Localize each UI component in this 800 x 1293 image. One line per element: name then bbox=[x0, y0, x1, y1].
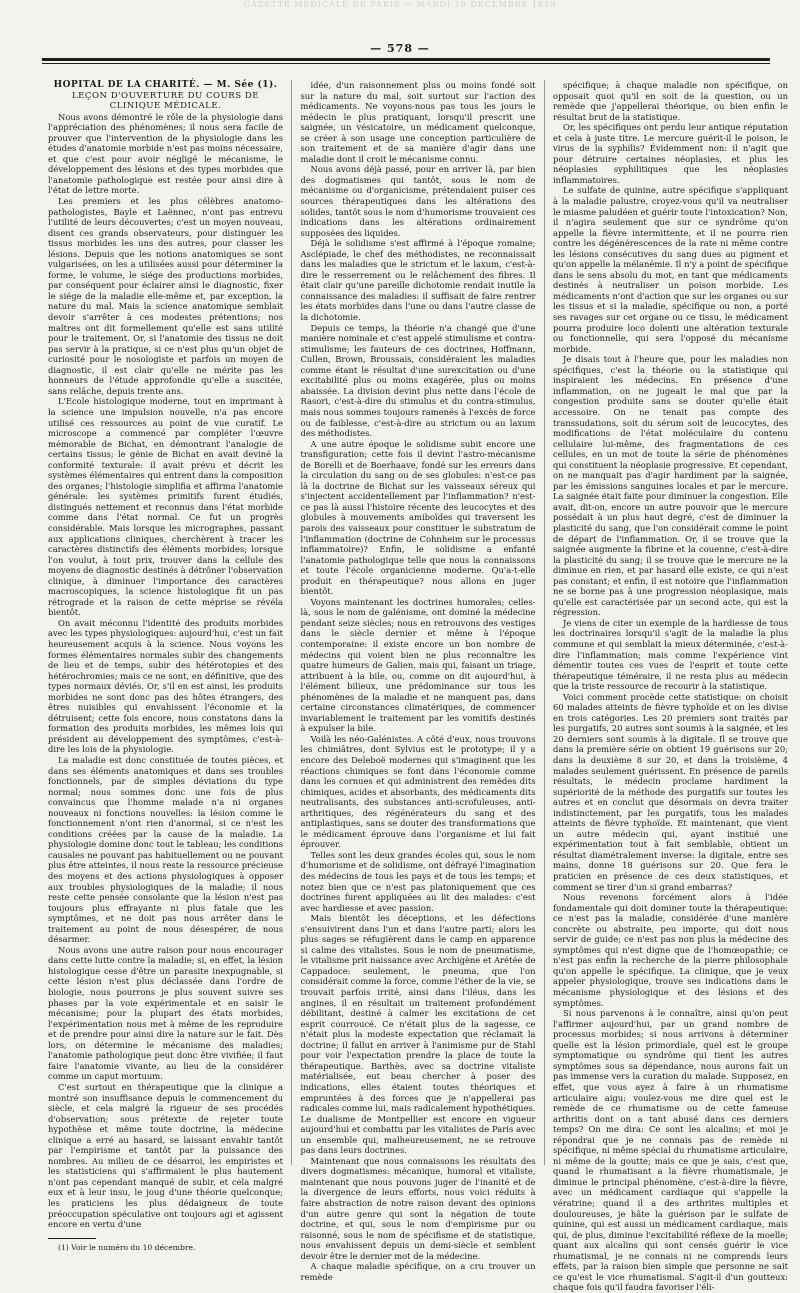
footnote: (1) Voir le numéro du 10 décembre. bbox=[58, 1242, 196, 1252]
paragraph: A une autre époque le solidisme subit encore une transfiguration; cette fois il devint l'astro-mécanisme de Borelli et de Boerhaave, fondé sur les erreurs dans la circulation du sang ou de ses globules: n'est-ce pas là la doctrine de Bichat sur les vaisseaux séreux qui s'injectent accidentellement par l'inflammation? n'est-ce pas là aussi l'histoire récente des leucocytes et des globules à mouvements amiboïdes qui traversent les parois des vaisseaux pour constituer le substratum de l'inflammation (doctrine de Cohnheim sur le processus inflammatoire)? Enfin, le solidisme a enfanté l'anatomie pathologique telle que nous la connaissons et toute l'école organicienne moderne. Qu'a-t-elle produit en thérapeutique? nous allons en juger bientôt. bbox=[300, 438, 536, 597]
paragraph: Voici comment procède cette statistique: on choisit 60 malades atteints de fièvre typhoïde et on les divise en trois catégories. Les 20 premiers sont traités par les purgatifs, 20 autres sont soumis à la saignée, et les 20 derniers sont soumis à la digitale. Il se trouve que dans la première série on obtient 19 guérisons sur 20; dans la deuxième 8 sur 20, et dans la troisième, 4 malades seulement guérissent. En présence de pareils résultats, le médecin proclame hardiment la supériorité de la méthode des purgatifs sur toutes les autres et en conclut que désormais on devra traiter indistinctement, par les purgatifs, tous les malades atteints de fièvre typhoïde. Et maintenant, que vient un autre médecin qui, ayant institué une expérimentation tout à fait semblable, obtient un résultat diamétralement inverse: la digitale, entre ses mains, donne 18 guérisons sur 20. Que fera le praticien en présence de ces deux statistiques, et comment se tirer d'un si grand embarras? bbox=[553, 691, 788, 892]
column-divider-2 bbox=[544, 80, 545, 1165]
column-2-body bbox=[301, 80, 536, 1282]
footnote-rule bbox=[48, 1238, 96, 1239]
paragraph: Déjà le solidisme s'est affirmé à l'époque romaine; Asclépiade, le chef des méthodistes, ne reconnaissait dans les maladies que le strictum et le laxum, c'est-à-dire le resserrement ou le relâchement des fibres. Il était clair qu'une pareille dichotomie rendait inutile la connaissance des maladies: il suffisait de faire rentrer les états morbides dans l'une ou dans l'autre classe de la dichotomie. bbox=[300, 238, 536, 323]
paragraph: Maintenant que nous connaissons les résultats des divers dogmatismes: mécanique, humoral et vitaliste, maintenant que nous pouvons juger de l'inanité et de la divergence de leurs efforts, nous voici réduits à faire abstraction de notre raison devant des opinions d'un autre genre qui sont la négation de toute doctrine, et qui, sous le nom d'empirisme pur ou raisonné, sous le nom de spécifisme et de statistique, nous envahissent depuis un demi-siècle et semblent devoir être le dernier mot de la médecine. bbox=[300, 1155, 536, 1261]
paragraph: Nous avons une autre raison pour nous encourager dans cette lutte contre la maladie; si, en effet, la lésion histologique cesse d'être un parasite inexpugnable, si cette lésion n'est plus déclassée dans l'ordre de biologie, nous pourrons je plus souvent suivre ses phases par la voie expérimentale et en saisir le mécanisme; pour la plupart des états morbides, l'expérimentation nous met à même de les reproduire et de prendre pour ainsi dire la nature sur le fait. Dès lors, on détermine le mécanisme des maladies; l'anatomie pathologique peut donc être vivifiée; il faut faire l'anatomie vivante, au lieu de la considérer comme un caput mortuum. bbox=[48, 944, 283, 1082]
paragraph: Voyons maintenant les doctrines humorales; celles-là, sous le nom de galénisme, ont dominé la médecine pendant seize siècles; nous en retrouvons des vestiges dans le siècle dernier et même à l'époque contemporaine: il existe encore un bon nombre de médecins qui voient bien ne plus reconnaître les quatre humeurs de Galien, mais qui, faisant un triage, attribuent à la bile, ou, comme on dit aujourd'hui, à l'élément bilieux, une prédominance sur tous les phénomènes de la maladie et ne manquent pas, dans certaine circonstances climatériques, de commencer invariablement le traitement par les vomitifs destinés à expulser la bile. bbox=[300, 596, 536, 734]
column-divider-1 bbox=[291, 80, 292, 1165]
section-title: HOPITAL DE LA CHARITÉ. — M. Sée (1). bbox=[53, 80, 278, 90]
paragraph: C'est surtout en thérapeutique que la clinique a montré son insuffisance depuis le commencement du siècle, et cela malgré la rigueur de ses procédés d'observation; sous prétexte de rejeter toute hypothèse et même toute doctrine, la médecine clinique a erré au hasard, se laissant envahir tantôt par l'empirisme et tantôt par la puissance des nombres. Au milieu de ce désarroi, les empiristes et les statisticiens qui s'affirmaient le plus hautement n'ont pas cependant manqué de subir, et cela malgré eux et à leur insu, le joug d'une théorie quelconque; les praticiens les plus dédaigneux de toute préoccupation spéculative ont toujours agi et agissent encore en vertu d'une bbox=[48, 1081, 283, 1230]
paragraph: Mais bientôt les déceptions, et les défections s'ensuivirent dans l'un et dans l'autre parti; alors les plus sages se réfugièrent dans le camp en apparence si calme des vitalistes. Sous le nom de pneumatisme, le vitalisme prit naissance avec Archigène et Arétée de Cappadoce: seulement, le pneuma, que l'on considérait comme la force, comme l'éther de la vie, se trouvait parfois irrité, ainsi dans l'iléus, dans les angines, il en résultait un traitement profondément débilitant, destiné à calmer les excitations de cet esprit courroucé. Ce n'était plus de la sagesse, ce n'était plus la modeste expectation que réclamait la doctrine; il fallut en arriver à l'animisme pur de Stahl pour voir l'expectation prendre la place de toute la thérapeutique. Barthès, avec sa doctrine vitaliste matérialisée, eut beau chercher à poser des indications, elles étaient toutes théoriques et empruntées à des forces que je n'appellerai pas radicales comme lui, mais radicalement hypothétiques. Le dualisme de Montpellier est encore en vigueur aujourd'hui et combattu par les vitalistes de Paris avec un ensemble qui, malheureusement, ne se retrouve pas dans leurs doctrines. bbox=[300, 913, 536, 1156]
column-1 bbox=[48, 80, 283, 1252]
paragraph: Telles sont les deux grandes écoles qui, sous le nom d'humorisme et de solidisme, ont défrayé l'imagination des médecins de tous les pays et de tous les temps; et notez bien que ce n'est pas platoniquement que ces doctrines furent appliquées au lit des malades: c'est avec hardiesse et avec passion. bbox=[300, 849, 536, 913]
paragraph: Le sulfate de quinine, autre spécifique s'appliquant à la maladie palustre, croyez-vous qu'il va neutraliser le miasme paludéen et guérir toute l'intoxication? Non, il n'agira seulement que sur ce syndrôme qu'on appelle la fièvre intermittente, et il ne pourra rien contre les dégénérescences de la rate ni même contre les lésions consécutives du sang dues au pigment et qu'on appelle la mélanémie. Il n'y a point de spécifique dans le sens absolu du mot, en tant que médicaments destinés à neutraliser un poison morbide. Les médicaments n'ont d'action que sur les organes ou sur les tissus et si la maladie, spécifique ou non, a porté ses ravages sur cet organe ou ce tissu, le médicament pourra produire loco dolenti une altération texturale ou fonctionnelle, qui sera l'opposé du mécanisme morbide. bbox=[553, 185, 788, 354]
paragraph: Voilà les néo-Galénistes. A côté d'eux, nous trouvons les chimiâtres, dont Sylvius est le prototype; il y a encore des Deleboë modernes qui s'imaginent que les réactions chimiques se font dans l'économie comme dans les cornues et qui administrent des remèdes dits chimiques, acides et absorbants, des médicaments dits neutralisants, des substances anti-scrofuleuses, anti-arthritiques, des régénérateurs du sang et des antiplastiques, sans se douter des transformations que le médicament éprouve dans l'organisme et lui fait éprouver. bbox=[300, 733, 536, 850]
paragraph: spécifique; à chaque maladie non spécifique, on opposait quoi qu'il en soit de la question, ou un remède que j'appellerai théorique, ou bien enfin le résultat brut de la statistique. bbox=[553, 80, 788, 122]
paragraph: La maladie est donc constituée de toutes pièces, et dans ses éléments anatomiques et dans ses troubles fonctionnels, par de simples déviations du type normal; nous sommes donc une fois de plus convaincus que l'homme malade n'a ni organes nouveaux ni fonctions nouvelles: la lésion comme le fonctionnement n'ont rien d'anormal, si ce n'est les conditions créées par la cause de la maladie. La physiologie domine donc tout le tableau; les conditions causales ne pouvant pas habituellement ou ne pouvant plus être atteintes, il nous reste la ressource précieuse des moyens et des actions physiologiques à opposer aux troubles physiologiques de la maladie; il nous reste cette pensée consolante que la lésion n'est pas toujours plus effrayante ni plus fatale que les symptômes, et ne doit pas nous arrêter dans le traitement au point de nous désespérer, de nous désarmer. bbox=[48, 755, 283, 945]
header-rule-thick bbox=[42, 58, 770, 61]
article-columns bbox=[48, 80, 788, 1293]
paragraph: idée, d'un raisonnement plus ou moins fondé soit sur la nature du mal, soit surtout sur l'action des médicaments. Ne voyons-nous pas tous les jours le médecin le plus pratiquant, lorsqu'il prescrit une saignée, un vésicatoire, un médicament quelconque, se créer à son usage une conception particulière de son traitement et de sa manière d'agir dans une maladie dont il croit le mécanisme connu. bbox=[300, 80, 536, 164]
paragraph: Nous revenons forcément alors à l'idée fondamentale qui doit dominer toute la thérapeutique: ce n'est pas la maladie, considérée d'une manière concrète ou abstraite, peu importe, qui doit nous servir de guide; ce n'est pas non plus la médecine des symptômes qui n'est digne que de l'homœopathie; ce n'est pas enfin la recherche de la pierre philosophale qu'on appelle le spécifique. La clinique, que je veux appeler physiologique, trouve ses indications dans le mécanisme physiologique et des lésions et des symptômes. bbox=[553, 892, 788, 1008]
page-number: — 578 — bbox=[370, 42, 430, 55]
paragraph: Si nous parvenons à le connaître, ainsi qu'on peut l'affirmer aujourd'hui, par un grand nombre de processus morbides; si nous arrivons à déterminer quelle est la lésion primordiale, quel est le groupe symptomatique ou syndrôme qui tient les autres symptômes sous sa dépendance, nous aurons fait un pas immense vers la curation du malade. Supposez, en effet, que vous ayez à faire à un rhumatisme articulaire aigu: voulez-vous me dire quel est le remède de ce rhumatisme ou de cette fameuse arthritis dont on a tant abusé dans ces derniers temps? On me dira: Ce sont les alcalins; et moi je répondrai que je ne connais pas de remède ni spécifique, ni même spécial du rhumatisme articulaire, ni même de la goutte; mais ce que je sais, c'est que, quand le rhumatisant a la fièvre rhumatismale, je diminue le principal phénomène, c'est-à-dire la fièvre, avec un médicament cardiaque qui s'appelle la vératrine; quand il a des arthrites multiples et douloureuses, je hâte la guérison par le sulfate de quinine, qui est aussi un médicament cardiaque, mais qui, de plus, diminue l'excitabilité réflexe de la moelle; quant aux alcalins qui sont censés guérir le vice rhumatismal, je ne connais ni ne comprends leurs effets, par la raison bien simple que personne ne sait ce qu'est le vice rhumatismal. S'agit-il d'un goutteux: chaque fois qu'il faudra favoriser l'éli- bbox=[553, 1008, 788, 1293]
lecture-title: LEÇON D'OUVERTURE DU COURS DE CLINIQUE MÉDICALE. bbox=[71, 90, 260, 112]
paragraph: On avait méconnu l'identité des produits morbides avec les types physiologiques: aujourd'hui, c'est un fait heureusement acquis à la science. Nous voyons les formes élémentaires normales subir des changements de lieu et de temps, subir des hétérotopies et des hétérochromies; mais ce ne sont, en définitive, que des types normaux déviés. Or, s'il en est ainsi, les produits morbides ne sont donc pas des hôtes étrangers, des êtres nuisibles qui envahissent l'économie et la détruisent; cette fois encore, nous constatons dans la formation des produits morbides, les mêmes lois qui président au développement des symptômes, c'est-à-dire les lois de la physiologie. bbox=[48, 617, 283, 755]
column-3 bbox=[553, 80, 788, 1293]
bleed-through-text: GAZETTE MÉDICALE DE PARIS — MARDI 19 DÉCEMBRE 1859 bbox=[243, 0, 557, 9]
paragraph: L'Ecole histologique moderne, tout en imprimant à la science une impulsion nouvelle, n'a pas encore utilisé ces ressources au point de vue curatif. Le microscope a commencé par compléter l'œuvre mémorable de Bichat, en démontrant l'analogie de certains tissus; le génie de Bichat en avait deviné la conformité texturale: il avait prévu et décrit les systèmes élémentaires qui entrent dans la composition des organes; l'histologie simplifia et affirma l'anatomie générale: les systèmes primitifs furent étudiés, distingués nettement et reconnus dans l'état morbide comme dans l'état normal. Ce fut un progrès considérable. Mais lorsque les micrographes, passant aux applications cliniques, cherchèrent à tracer les caractères distinctifs des éléments morbides; lorsque l'on voulut, à tout prix, trouver dans la cellule des moyens de diagnostic destinés à détrôner l'observation clinique, à diminuer l'importance des caractères macroscopiques, la science histologique fit un pas rétrograde et la raison de cette méprise se révéla bientôt. bbox=[48, 396, 283, 618]
paragraph: A chaque maladie spécifique, on a cru trouver un remède bbox=[300, 1261, 536, 1282]
paragraph: Depuis ce temps, la théorie n'a changé que d'une manière nominale et c'est appelé stimulisme et contra-stimulisme; les fauteurs de ces doctrines, Hoffmann, Cullen, Brown, Broussais, considéraient les maladies comme étant le résultat d'une surexcitation ou d'une excitabilité plus ou moins exagérée, plus ou moins abaissée. La division devint plus nette dans l'école de Rasori, c'est-à-dire du stimulus et du contra-stimulus, mais nous sommes toujours ramenés à l'excès de force ou de faiblesse, c'est-à-dire au strictum ou au laxum des méthodistes. bbox=[300, 322, 536, 439]
column-3-body bbox=[553, 80, 788, 1293]
paragraph: Je disais tout à l'heure que, pour les maladies non spécifiques, c'est la théorie ou la statistique qui inspiraient les médecins. En présence d'une inflammation, on ne jugeait le mal que par la congestion produite sans se douter qu'elle était accessoire. On ne tenait pas compte des transsudations, soit du sérum soit de leucocytes, des modifications de l'état moléculaire du contenu cellulaire lui-même, des fragmentations de ces cellules, en un mot de toute la série de phénomènes qui constituent la néoplasie progressive. Et cependant, on ne manquait pas d'agir hardiment par la saignée, par les émissions sanguines locales et par le mercure. La saignée était faite pour diminuer la congestion. Elle avait, dit-on, encore un autre pouvoir que le mercure possédait à un plus haut degré, c'est de diminuer la plasticité du sang, que l'on considérait comme le point de départ de l'inflammation. Or, il se trouve que la saignée augmente la fibrine et la couenne, c'est-à-dire la plasticité du sang; il se trouve que le mercure ne la diminue en rien, et par hasard elle existe, ce qui n'est pas constant; et enfin, il est notoire que l'inflammation ne se borne pas à une progression néoplasique, mais qu'elle est caractérisée par un second acte, qui est la régression. bbox=[553, 354, 788, 618]
header-rule-thin bbox=[42, 63, 770, 64]
paragraph: Je viens de citer un exemple de la hardiesse de tous les doctrinaires lorsqu'il s'agit de la maladie la plus commune et qui semblait la mieux déterminée, c'est-à-dire l'inflammation; mais comme l'expérience vint démentir toutes ces vues de l'esprit et toute cette thérapeutique téméraire, il ne resta plus au médecin que la triste ressource de recourir à la statistique. bbox=[553, 617, 788, 692]
column-1-body bbox=[48, 112, 283, 1230]
paragraph: Or, les spécifiques ont perdu leur antique réputation et cela à juste titre. Le mercure guérit-il le poison, le virus de la syphilis? Évidemment non: il n'agit que pour détruire certaines néoplasies, et plus les néoplasies syphilitiques que les néoplasies inflammatoires. bbox=[553, 122, 788, 185]
paragraph: Nous avons démontré le rôle de la physiologie dans l'appréciation des phénomènes; il nous sera facile de prouver que l'intervention de la physiologie dans les études d'anatomie morbide n'est pas moins nécessaire, et que c'est pour avoir négligé le mécanisme, le développement des lésions et des types morbides que l'anatomie pathologique est restée pour ainsi dire à l'état de lettre morte. bbox=[48, 111, 283, 196]
paragraph: Les premiers et les plus célèbres anatomo-pathologistes, Bayle et Laënnec, n'ont pas entrevu l'utilité de leurs découvertes; c'est un moyen nouveau, disent ces grands observateurs, pour distinguer les tissus morbides les uns des autres, pour classer les lésions. Depuis que les notions anatomiques se sont vulgarisées, on les a utilisées aussi pour déterminer la forme, le volume, le siége des productions morbides, par conséquent pour éclairer ainsi le diagnostic, fixer le siége de la maladie elle-même et, par exception, la nature du mal. Mais la science anatomique semblait devoir s'arrêter à ces modestes prétentions; nos maîtres ont dit formellement qu'elle est sans utilité pour le traitement. Or, si l'anatomie des tissus ne doit pas servir à la pratique, si ce n'est plus qu'un objet de curiosité pour le nosologiste et parfois un moyen de diagnostic, il est clair qu'elle ne mérite pas les honneurs de l'étude approfondie qu'elle a suscitée, sans relâche, depuis trente ans. bbox=[48, 196, 283, 396]
paragraph: Nous avons déjà passé, pour en arriver là, par bien des dogmatismes qui tantôt, sous le nom de mécanisme ou d'organicisme, prétendaient puiser ces sources thérapeutiques dans les altérations des solides, tantôt sous le nom d'humorisme trouvaient ces indications dans les altérations ordinairement supposées des liquides. bbox=[300, 164, 536, 238]
column-2 bbox=[300, 80, 536, 1282]
